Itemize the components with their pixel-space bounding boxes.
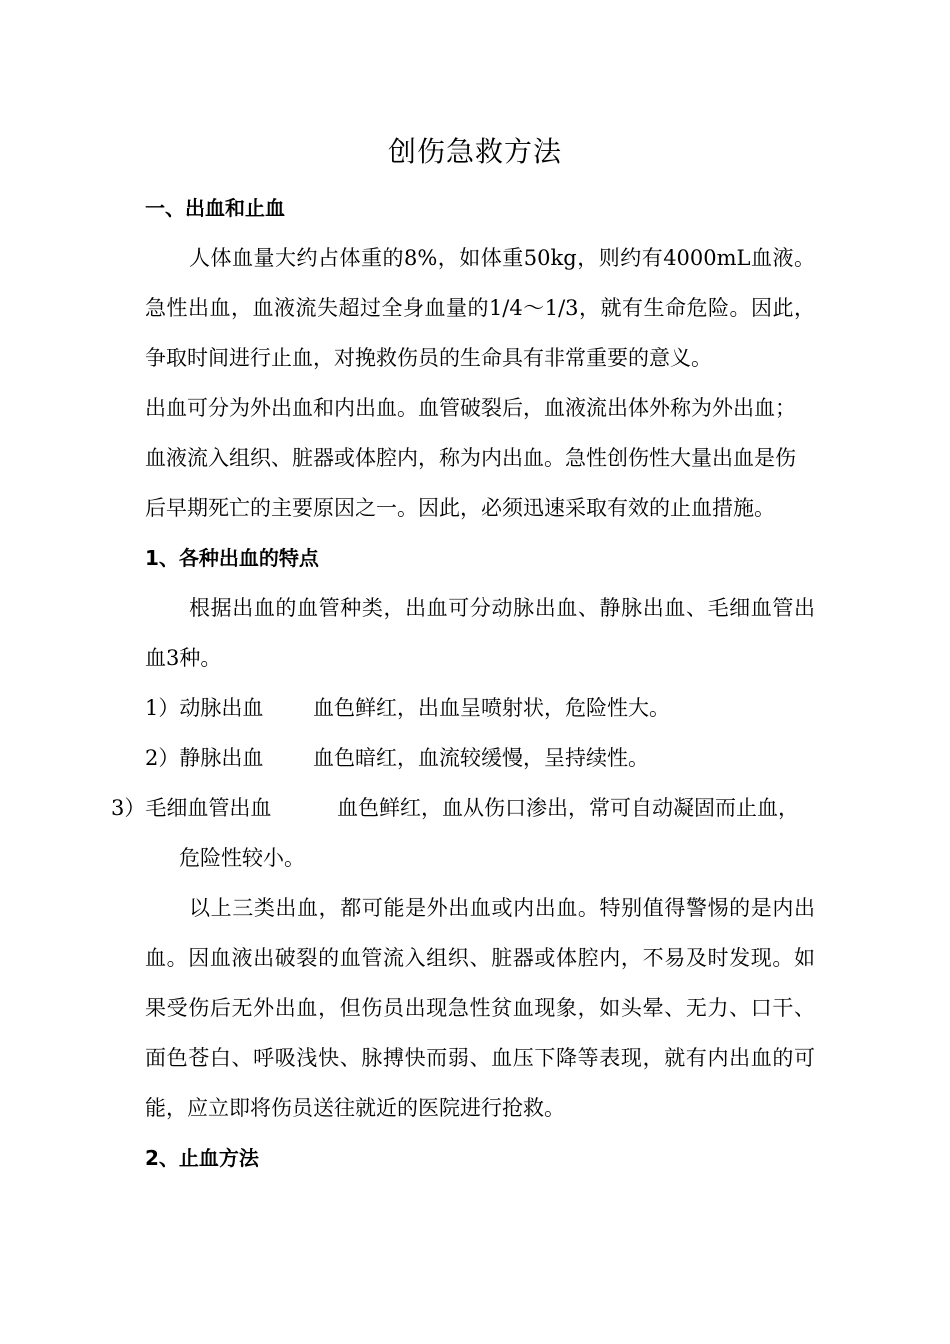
document-body xyxy=(111,183,815,1183)
list-item-venous xyxy=(145,733,815,783)
document-title: 创伤急救方法 xyxy=(387,135,562,168)
list-item-term: 1）动脉出血 xyxy=(145,696,264,720)
paragraph-bleeding-types: 出血可分为外出血和内出血。血管破裂后，血液流出体外称为外出血；血液流入组织、脏器或体腔内，称为内出血。急性创伤性大量出血是伤后早期死亡的主要原因之一。因此，必须迅速采取有效的止血措施。 xyxy=(145,396,796,520)
list-item-capillary xyxy=(111,783,815,883)
list-item-term: 3）毛细血管出血 xyxy=(111,796,272,820)
list-item-arterial xyxy=(145,683,815,733)
list-item-description: 血色鲜红，血从伤口渗出，常可自动凝固而止血，危险性较小。 xyxy=(179,796,799,870)
subsection-heading-methods: 2、止血方法 xyxy=(145,1146,259,1170)
list-item-description: 血色暗红，血流较缓慢，呈持续性。 xyxy=(313,746,649,770)
paragraph-blood-volume: 人体血量大约占体重的8%，如体重50kg，则约有4000mL血液。急性出血，血液流失超过全身血量的1/4～1/3，就有生命危险。因此，争取时间进行止血，对挽救伤员的生命具有非常重要的意义。 xyxy=(145,246,815,370)
paragraph-internal-bleeding: 以上三类出血，都可能是外出血或内出血。特别值得警惕的是内出血。因血液出破裂的血管流入组织、脏器或体腔内，不易及时发现。如果受伤后无外出血，但伤员出现急性贫血现象，如头晕、无力、口干、面色苍白、呼吸浅快、脉搏快而弱、血压下降等表现，就有内出血的可能，应立即将伤员送往就近的医院进行抢救。 xyxy=(145,896,815,1120)
section-heading-bleeding: 一、出血和止血 xyxy=(145,196,285,220)
list-item-description: 血色鲜红，出血呈喷射状，危险性大。 xyxy=(313,696,670,720)
list-item-term: 2）静脉出血 xyxy=(145,746,264,770)
paragraph-vessel-types: 根据出血的血管种类，出血可分动脉出血、静脉出血、毛细血管出血3种。 xyxy=(145,596,815,670)
subsection-heading-characteristics: 1、各种出血的特点 xyxy=(145,546,319,570)
